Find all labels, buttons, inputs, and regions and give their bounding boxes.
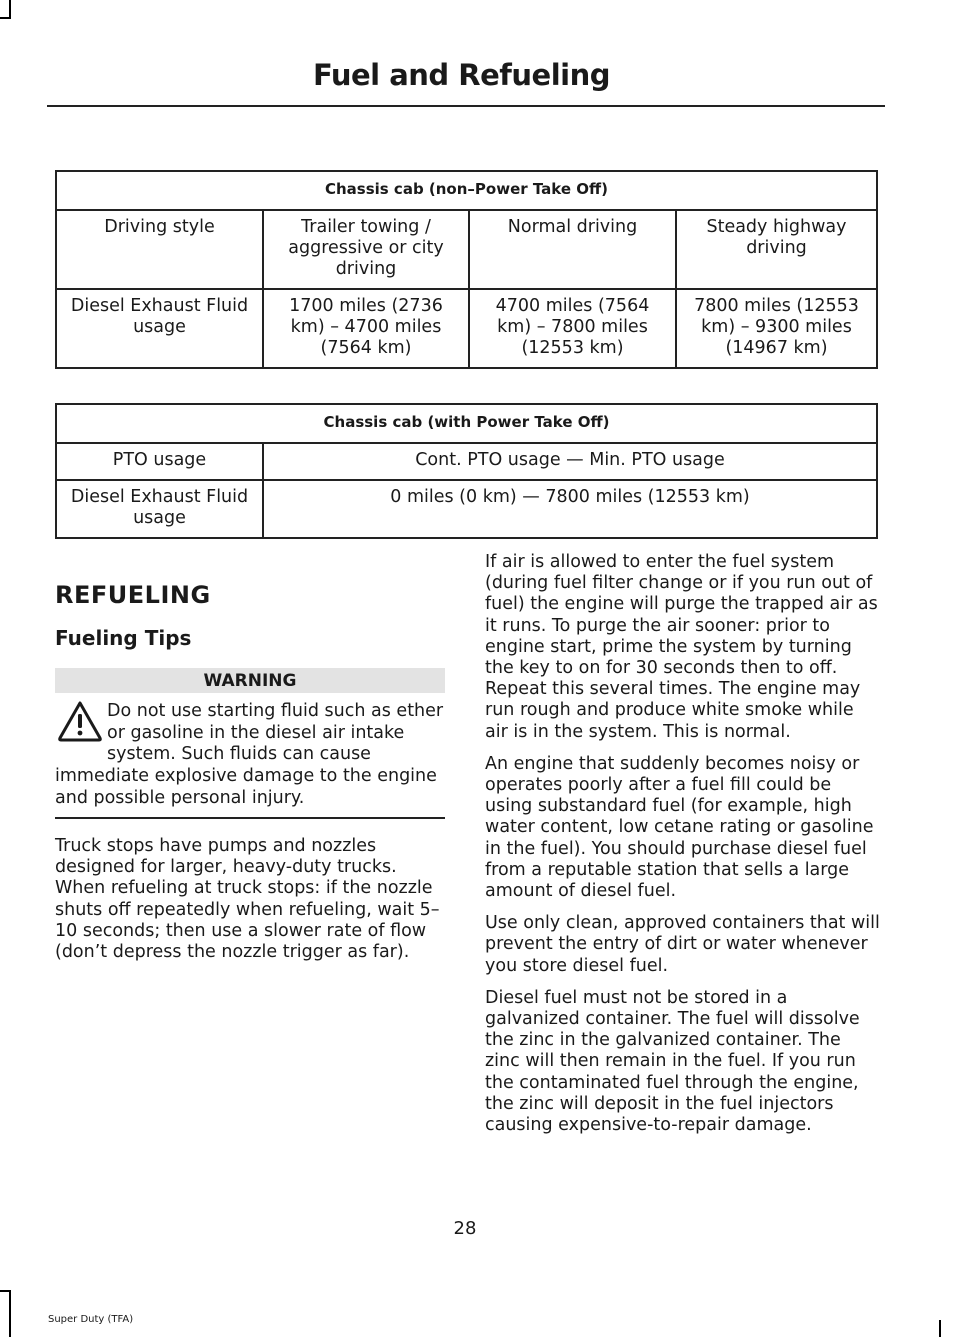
crop-mark	[9, 0, 11, 17]
def-usage-table-pto	[55, 403, 878, 539]
table-row	[56, 289, 877, 368]
table-cell: 0 miles (0 km) — 7800 miles (12553 km)	[263, 480, 877, 538]
page-number: 28	[453, 1218, 477, 1239]
table-row	[56, 480, 877, 538]
body-paragraph: An engine that suddenly becomes noisy or operates poorly after a fuel fill could be using substandard fuel (for example, high water content, low cetane rating or gasoline in the fuel). You should purchase diesel fuel from a reputable station that sells a large amount of diesel fuel.	[485, 753, 874, 902]
table-cell: Driving style	[56, 210, 263, 289]
footer-label: Super Duty (TFA)	[48, 1314, 134, 1325]
table-cell: Diesel Exhaust Fluid usage	[56, 289, 263, 368]
body-paragraph: Diesel fuel must not be stored in a galvanized container. The fuel will dissolve the zinc in the galvanized container. The zinc will then remain in the fuel. If you run the contaminated fuel through the engine, the zinc will deposit in the fuel injectors causing expensive-to-repair damage.	[485, 987, 860, 1136]
table-cell: 1700 miles (2736 km) – 4700 miles (7564 km)	[263, 289, 469, 368]
table-cell: Steady highway driving	[676, 210, 877, 289]
table-cell: Trailer towing / aggressive or city driving	[263, 210, 469, 289]
def-usage-table-non-pto	[55, 170, 878, 369]
table-cell: PTO usage	[56, 443, 263, 480]
crop-mark	[9, 1290, 11, 1337]
table-cell: Diesel Exhaust Fluid usage	[56, 480, 263, 538]
table-header-row	[56, 210, 877, 289]
page-title: Fuel and Refueling	[312, 58, 610, 92]
table-caption: Chassis cab (with Power Take Off)	[56, 404, 877, 443]
warning-triangle-icon	[57, 700, 103, 742]
table-cell: 7800 miles (12553 km) – 9300 miles (14967 km)	[676, 289, 877, 368]
subsection-heading: Fueling Tips	[55, 626, 192, 650]
section-heading: REFUELING	[55, 581, 211, 609]
body-paragraph: Truck stops have pumps and nozzles designed for larger, heavy-duty trucks. When refueling at truck stops: if the nozzle shuts off repeatedly when refueling, wait 5–10 seconds; then use a slower rate of flow (don’t depress the nozzle trigger as far).	[55, 836, 440, 963]
header-divider	[47, 105, 885, 107]
table-caption: Chassis cab (non–Power Take Off)	[56, 171, 877, 210]
body-paragraph: If air is allowed to enter the fuel system (during fuel filter change or if you run out of fuel) the engine will purge the trapped air as it runs. To purge the air sooner: prior to engine start, prime the system by turning the key to on for 30 seconds then to off. Repeat this several times. The engine may run rough and produce white smoke while air is in the system. This is normal.	[485, 552, 878, 742]
crop-mark	[939, 1320, 941, 1337]
table-cell: Cont. PTO usage — Min. PTO usage	[263, 443, 877, 480]
warning-text-continued: immediate explosive damage to the engine and possible personal injury.	[55, 766, 437, 808]
warning-label: WARNING	[55, 668, 445, 693]
warning-divider	[55, 817, 445, 819]
warning-text: Do not use starting fluid such as ether or gasoline in the diesel air intake system. Such fluids can cause	[107, 701, 444, 764]
crop-mark	[0, 17, 11, 19]
table-row	[56, 443, 877, 480]
right-column	[485, 552, 880, 1147]
crop-mark	[0, 1290, 11, 1292]
table-cell: Normal driving	[469, 210, 676, 289]
body-paragraph: Use only clean, approved containers that will prevent the entry of dirt or water whenever you store diesel fuel.	[485, 913, 880, 976]
table-cell: 4700 miles (7564 km) – 7800 miles (12553 km)	[469, 289, 676, 368]
